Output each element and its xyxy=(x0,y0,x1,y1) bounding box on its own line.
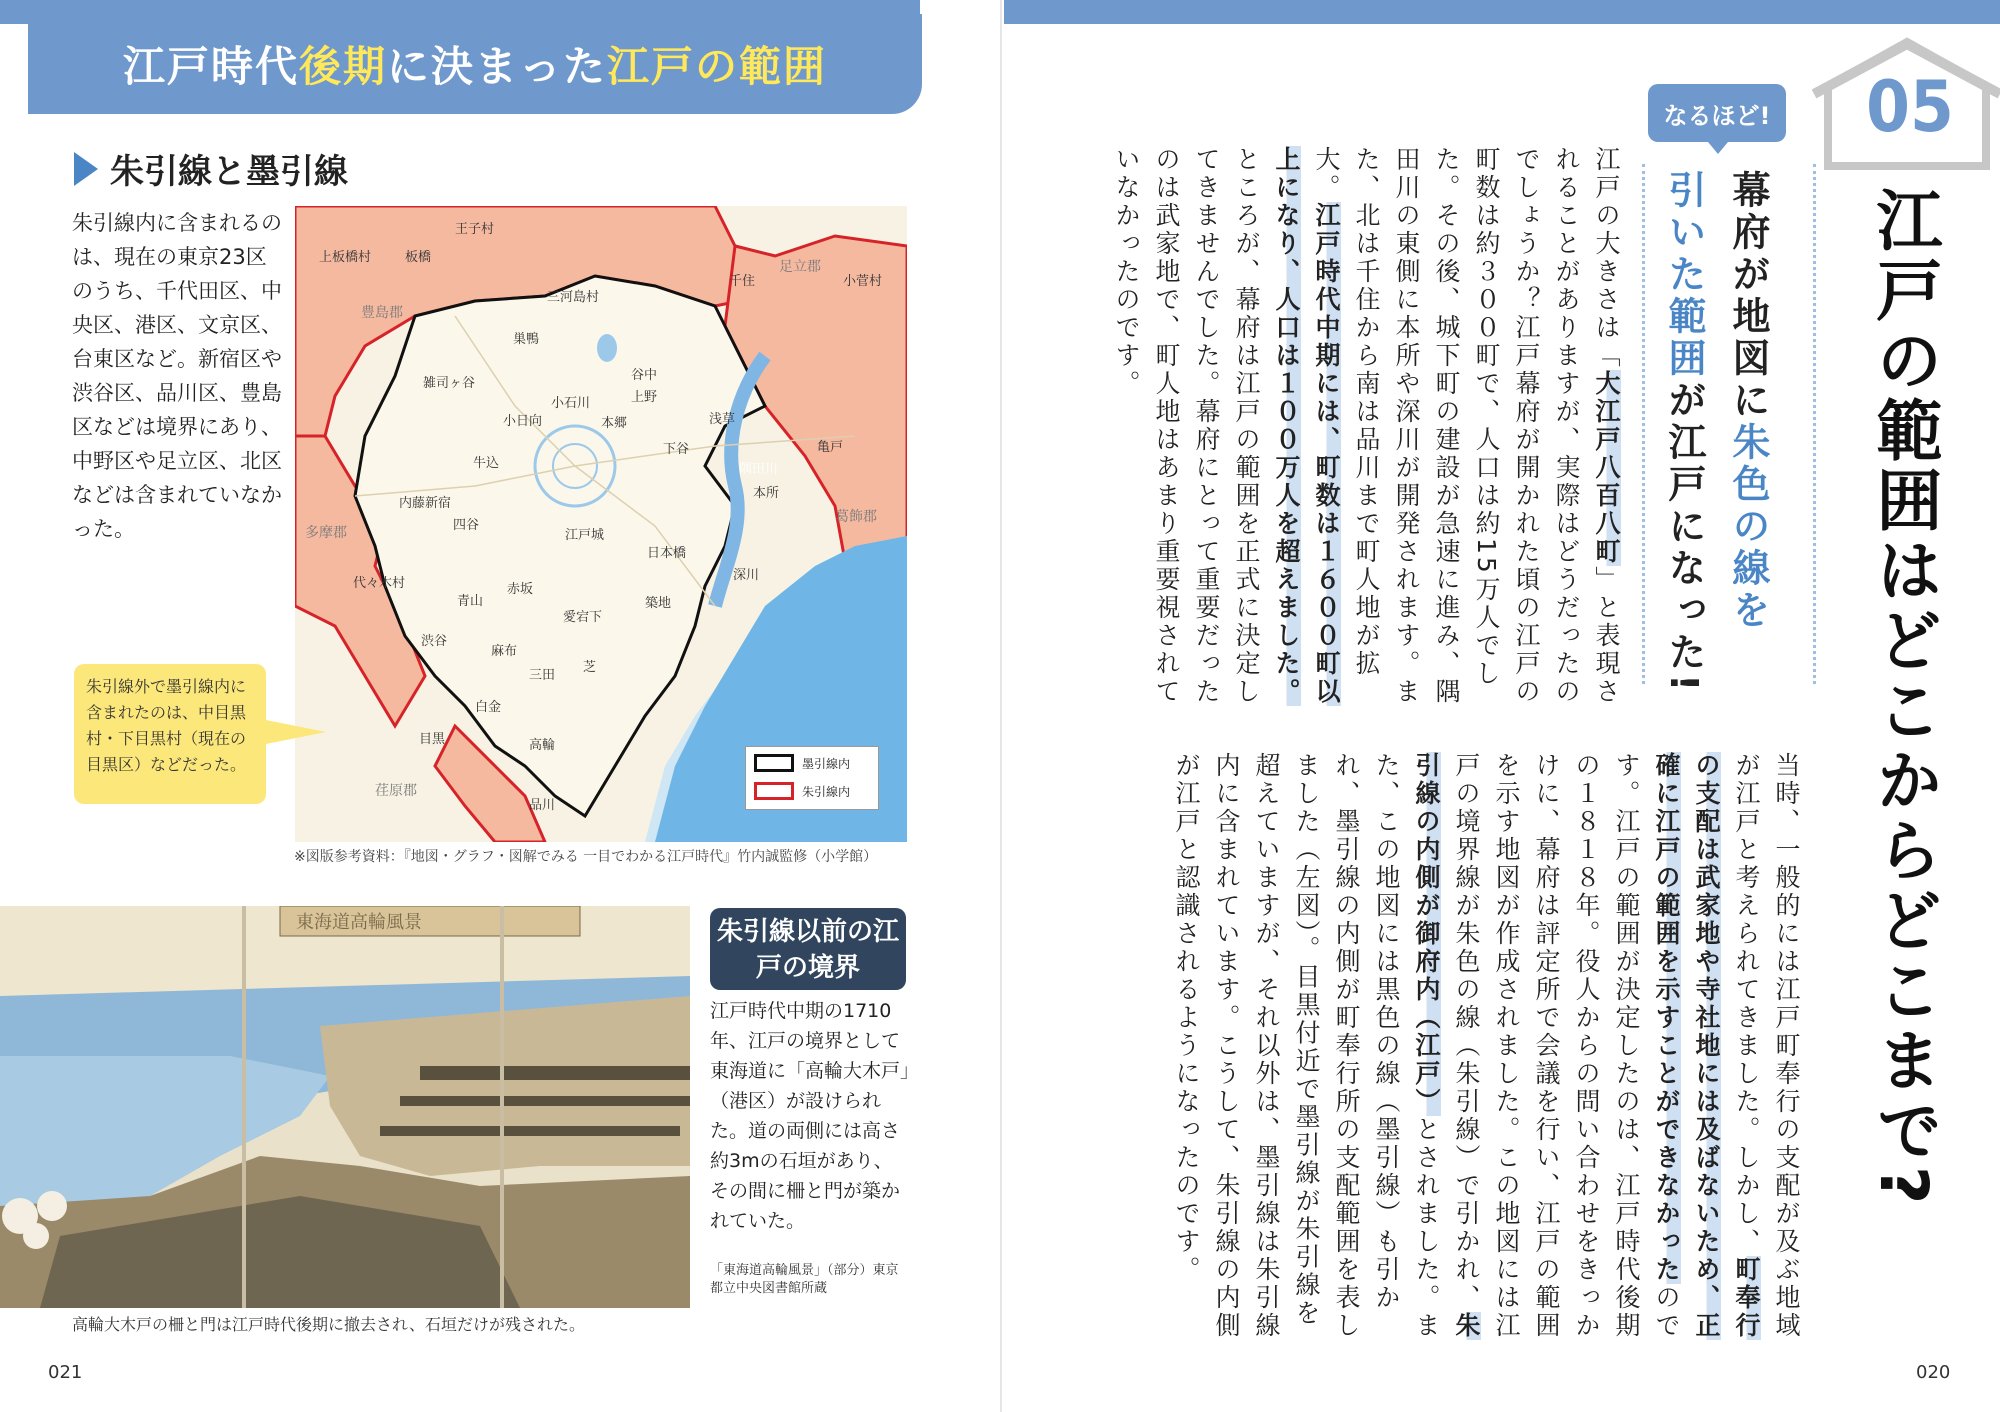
painting-caption: 高輪大木戸の柵と門は江戸時代後期に撤去され、石垣だけが残された。 xyxy=(72,1315,585,1334)
legend-label: 朱引線内 xyxy=(802,784,851,799)
legend-row-black xyxy=(754,751,870,775)
ukiyoe-painting xyxy=(0,906,690,1308)
body-text-highlight: 江戸時代中期には、町数は１６００町以上になり、人口は１００万人を超えました。 xyxy=(1272,146,1341,706)
map-label: 高輪 xyxy=(529,738,556,753)
top-bar-right xyxy=(1004,0,2000,24)
map-label: 内藤新宿 xyxy=(399,496,452,511)
page-number-left: 021 xyxy=(48,1362,83,1383)
chapter-number: 05 xyxy=(1866,66,1954,148)
body-text: ところが、幕府は江戸の範囲を正式に決定してきませんでした。幕府にとって重要だったのは武家地で、町人地はあまり重要視されていなかったのです。 xyxy=(1112,146,1261,706)
map-label: 下谷 xyxy=(663,442,690,457)
map-label: 足立郡 xyxy=(779,259,821,275)
map-caption: ※図版参考資料：『地図・グラフ・図解でみる 一目でわかる江戸時代』竹内誠監修（小学館） xyxy=(294,849,878,865)
map-label: 赤坂 xyxy=(507,582,534,597)
body-text: 江戸の大きさは「 xyxy=(1592,146,1621,370)
map-label: 日本橋 xyxy=(647,546,687,561)
map-label: 愛宕下 xyxy=(563,610,603,625)
map-label: 渋谷 xyxy=(421,634,448,649)
map-label: 牛込 xyxy=(473,456,500,471)
map-label: 三河島村 xyxy=(547,290,600,305)
body-text-upper xyxy=(1106,146,1626,706)
body-text-highlight: 町奉行の支配は武家地や寺社地には及ばないため、正確に江戸の範囲を示すことができなかった xyxy=(1652,752,1761,1340)
section-heading-text: 朱引線と墨引線 xyxy=(110,152,348,192)
map-callout: 朱引線外で墨引線内に含まれたのは、中目黒村・下目黒村（現在の目黒区）などだった。 xyxy=(74,664,266,804)
naruhodo-tag xyxy=(1648,84,1786,142)
map-label: 浅草 xyxy=(709,412,736,427)
map-label: 品川 xyxy=(529,798,556,813)
map-label: 隅田川 xyxy=(739,462,779,477)
map-label: 小日向 xyxy=(503,414,543,429)
map-label: 巣鴨 xyxy=(513,332,540,347)
map-legend xyxy=(745,746,879,810)
map-label: 谷中 xyxy=(631,368,658,383)
map-label: 麻布 xyxy=(491,644,518,659)
page-spine xyxy=(1000,0,1002,1412)
map-label: 多摩郡 xyxy=(305,525,347,541)
body-text: とされました。また、この地図には黒色の線（墨引線）も引かれ、墨引線の内側が町奉行所の支配範囲を表しました（左図）。目黒付近で墨引線が朱引線を超えていますが、それ以外は、墨引線は朱引線内に含まれています。こうして、朱引線の内側が江戸と認識されるようになったのです。 xyxy=(1172,752,1441,1340)
subtitle-text: が江戸になった! xyxy=(1662,380,1706,696)
page-number-right: 020 xyxy=(1916,1362,1951,1383)
map-label: 目黒 xyxy=(419,732,446,747)
subtitle-text: 幕府が地図に xyxy=(1726,170,1770,422)
subtitle-text-blue: 朱色の線を xyxy=(1726,422,1770,632)
painting-description: 江戸時代中期の1710年、江戸の境界として東海道に「高輪大木戸」（港区）が設けられた。道の両側には高さ約3mの石垣があり、その間に柵と門が築かれていた。 xyxy=(710,1000,910,1232)
edo-boundary-map xyxy=(295,206,907,842)
banner-text: 江戸時代 xyxy=(122,42,299,91)
body-text: のです。江戸の範囲が決定したのは、江戸時代後期の１８１８年。役人からの問い合わせをきっかけに、幕府は評定所で会議を行い、江戸の範囲を示す地図が作成されました。この地図には江戸の境界線が朱色の線（朱引線）で引かれ、 xyxy=(1452,752,1681,1340)
body-text-highlight: 大江戸八百八町 xyxy=(1592,370,1621,566)
map-label: 深川 xyxy=(733,568,760,583)
map-label: 本郷 xyxy=(601,416,628,431)
map-label: 白金 xyxy=(475,700,502,715)
painting-sign: 東海道高輪風景 xyxy=(296,912,422,933)
map-label: 小石川 xyxy=(551,396,591,411)
painting-box-title xyxy=(710,908,906,990)
map-label: 青山 xyxy=(457,594,484,609)
subtitle-text-blue: 引いた範囲 xyxy=(1662,170,1706,380)
banner-text-highlight: 江戸の範囲 xyxy=(607,42,828,91)
triangle-bullet-icon xyxy=(74,152,98,186)
map-label: 上板橋村 xyxy=(319,250,372,265)
map-label: 上野 xyxy=(631,390,658,405)
map-label: 亀戸 xyxy=(817,440,844,455)
banner-text: に決まった xyxy=(387,42,608,91)
shinobazu-pond xyxy=(597,334,617,362)
body-text-highlight: 朱引線の内側が御府内（江戸） xyxy=(1412,752,1481,1340)
page-subtitle xyxy=(1652,170,1780,696)
callout-pointer xyxy=(266,720,326,744)
legend-swatch-black xyxy=(754,754,794,772)
side-text: 朱引線内に含まれるのは、現在の東京23区のうち、千代田区、中央区、港区、文京区、台東区など。新宿区や渋谷区、品川区、豊島区などは境界にあり、中野区や足立区、北区などは含まれていなかった。 xyxy=(72,211,282,541)
legend-row-red xyxy=(754,779,870,803)
painting-box-title-text: 朱引線以前の江戸の境界 xyxy=(716,917,899,983)
map-label: 四谷 xyxy=(453,518,480,533)
map-label: 豊島郡 xyxy=(361,305,403,321)
section-heading xyxy=(74,144,348,193)
legend-swatch-red xyxy=(754,782,794,800)
map-label: 雑司ヶ谷 xyxy=(423,376,476,391)
legend-label: 墨引線内 xyxy=(802,756,851,771)
map-label: 板橋 xyxy=(405,250,432,265)
map-label: 江戸城 xyxy=(565,528,605,543)
chapter-banner xyxy=(28,14,922,114)
map-label: 芝 xyxy=(583,660,597,675)
banner-text-highlight: 後期 xyxy=(298,42,387,91)
map-label: 築地 xyxy=(645,596,672,611)
map-label: 千住 xyxy=(729,274,756,289)
map-label: 代々木村 xyxy=(353,576,406,591)
map-label: 王子村 xyxy=(455,222,495,237)
page-title: 江戸の範囲はどこからどこまで? xyxy=(1865,186,1942,1209)
map-label: 荏原郡 xyxy=(375,783,417,799)
body-text: 」と表現されることがありますが、実際はどうだったのでしょうか？江戸幕府が開かれた頃の江戸の町数は約３００町で、人口は約15万人でした。その後、城下町の建設が急速に進み、隅田川の東側に本所や深川が開発されます。また、北は千住から南は品川まで町人地が拡大。 xyxy=(1312,146,1621,706)
body-text: 当時、一般的には江戸町奉行の支配が及ぶ地域が江戸と考えられてきました。しかし、 xyxy=(1732,752,1801,1340)
painting-credit: 「東海道高輪風景」（部分）東京都立中央図書館所蔵 xyxy=(710,1263,899,1296)
map-label: 葛飾郡 xyxy=(835,509,877,525)
body-text-lower xyxy=(1106,752,1806,1352)
map-label: 小菅村 xyxy=(843,274,883,289)
map-label: 三田 xyxy=(529,668,556,683)
painting-graphic xyxy=(0,906,690,1308)
tag-text: なるほど! xyxy=(1663,101,1771,130)
map-label: 本所 xyxy=(753,486,780,501)
